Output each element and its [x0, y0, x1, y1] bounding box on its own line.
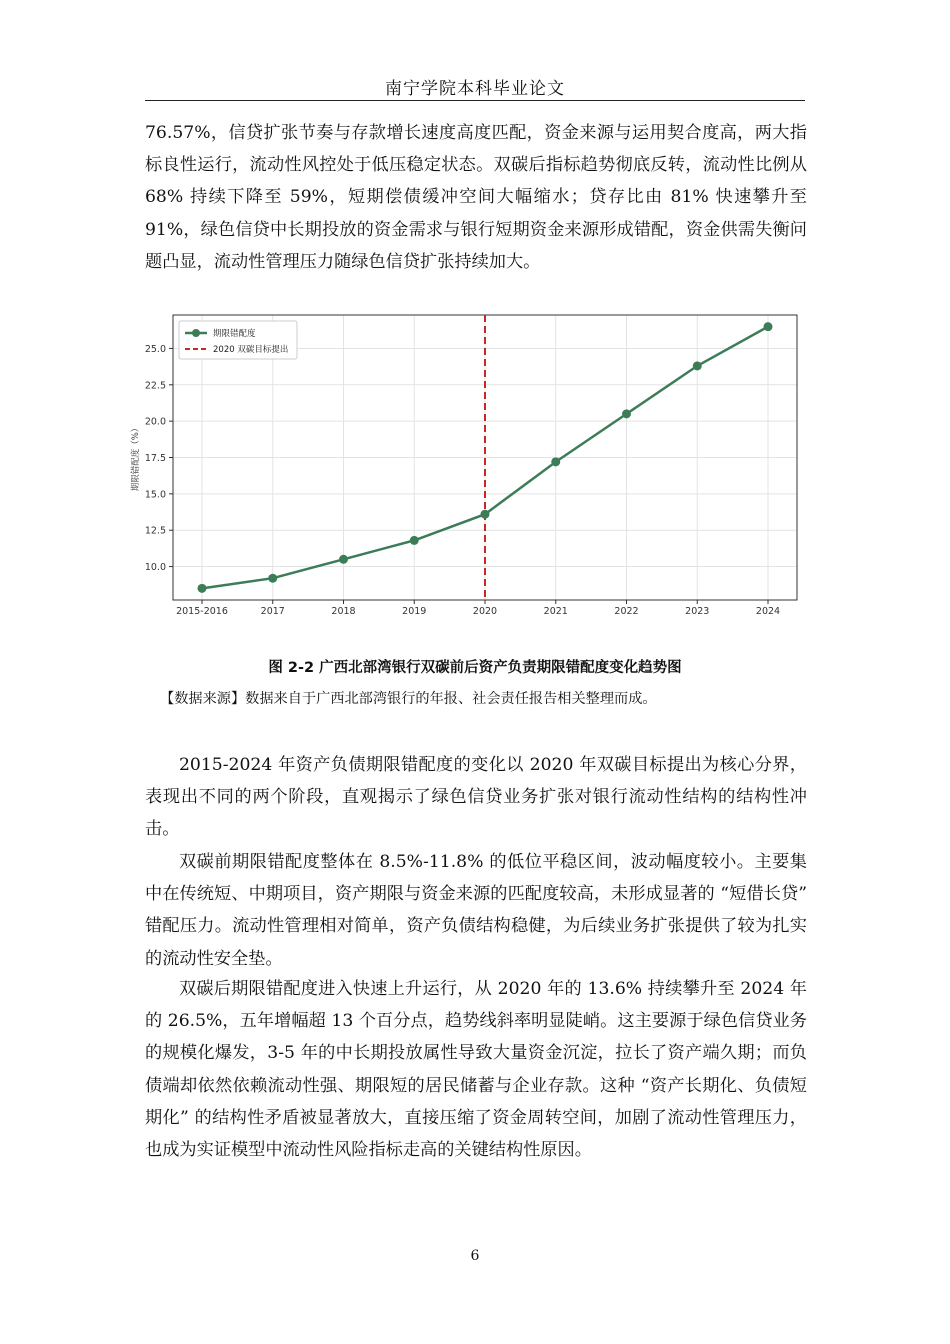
y-tick-label: 22.5 [144, 380, 166, 392]
y-tick-label: 10.0 [144, 562, 166, 574]
y-tick-label: 15.0 [144, 489, 166, 501]
x-tick-label: 2020 [472, 606, 498, 617]
figure-caption: 图 2-2 广西北部湾银行双碳前后资产负责期限错配度变化趋势图 [268, 660, 682, 676]
page-header-title: 南宁学院本科毕业论文 [385, 79, 565, 99]
legend-vline-label: 2020 双碳目标提出 [213, 345, 289, 355]
paragraph-4: 双碳后期限错配度进入快速上升运行，从 2020 年的 13.6% 持续攀升至 2024 年的 26.5%，五年增幅超 13 个百分点，趋势线斜率明显陡峭。这主要源于绿色信贷业务的规模化爆发，3-5 年的中长期投放属性导致大量资金沉淀，拉长了资产端久期；而负债端却依然依赖流动性强、期限短的居民储蓄与企业存款。这种 “资产长期化、负债短期化” 的结构性矛盾被显著放大，直接压缩了资金周转空间，加剧了流动性管理压力，也成为实证模型中流动性风险指标走高的关键结构性原因。 [145, 979, 807, 1161]
x-tick-label: 2015-2016 [176, 606, 228, 617]
data-point [198, 584, 207, 593]
data-point [268, 574, 277, 583]
data-point [410, 536, 419, 545]
line-chart [117, 305, 817, 627]
y-tick-label: 17.5 [144, 453, 166, 464]
x-tick-label: 2021 [543, 606, 568, 617]
x-tick-label: 2022 [614, 606, 639, 617]
figure-chart [117, 305, 817, 627]
y-tick-label: 20.0 [144, 416, 166, 428]
data-point [693, 361, 702, 370]
x-tick-label: 2024 [755, 606, 781, 617]
header-rule [145, 100, 805, 101]
paragraph-3: 双碳前期限错配度整体在 8.5%-11.8% 的低位平稳区间，波动幅度较小。主要集中在传统短、中期项目，资产期限与资金来源的匹配度较高，未形成显著的 “短借长贷” 错配压力。流动性管理相对简单，资产负债结构稳健，为后续业务扩张提供了较为扎实的流动性安全垫。 [145, 852, 807, 969]
y-axis-label: 期限错配度（%） [131, 423, 141, 492]
y-tick-label: 12.5 [144, 525, 166, 537]
y-tick-label: 25.0 [144, 343, 166, 355]
data-point [764, 322, 773, 331]
paragraph-1: 76.57%，信贷扩张节奏与存款增长速度高度匹配，资金来源与运用契合度高，两大指标良性运行，流动性风控处于低压稳定状态。双碳后指标趋势彻底反转，流动性比例从 68% 持续下降至 59%，短期偿债缓冲空间大幅缩水；贷存比由 81% 快速攀升至 91%，绿色信贷中长期投放的资金需求与银行短期资金来源形成错配，资金供需失衡问题凸显，流动性管理压力随绿色信贷扩张持续加大。 [145, 123, 807, 272]
page-number: 6 [470, 1248, 480, 1264]
legend-series-label: 期限错配度 [213, 329, 256, 339]
data-point [339, 555, 348, 564]
data-point [551, 457, 560, 466]
paragraph-2: 2015-2024 年资产负债期限错配度的变化以 2020 年双碳目标提出为核心分界，表现出不同的两个阶段，直观揭示了绿色信贷业务扩张对银行流动性结构的结构性冲击。 [145, 755, 807, 840]
data-point [481, 510, 490, 519]
legend-series-marker [192, 329, 200, 337]
x-tick-label: 2017 [260, 606, 285, 617]
x-tick-label: 2019 [402, 606, 427, 617]
x-tick-label: 2018 [331, 606, 356, 617]
data-point [622, 409, 631, 418]
data-source-note: 【数据来源】数据来自于广西北部湾银行的年报、社会责任报告相关整理而成。 [160, 691, 657, 707]
x-tick-label: 2023 [685, 606, 710, 617]
